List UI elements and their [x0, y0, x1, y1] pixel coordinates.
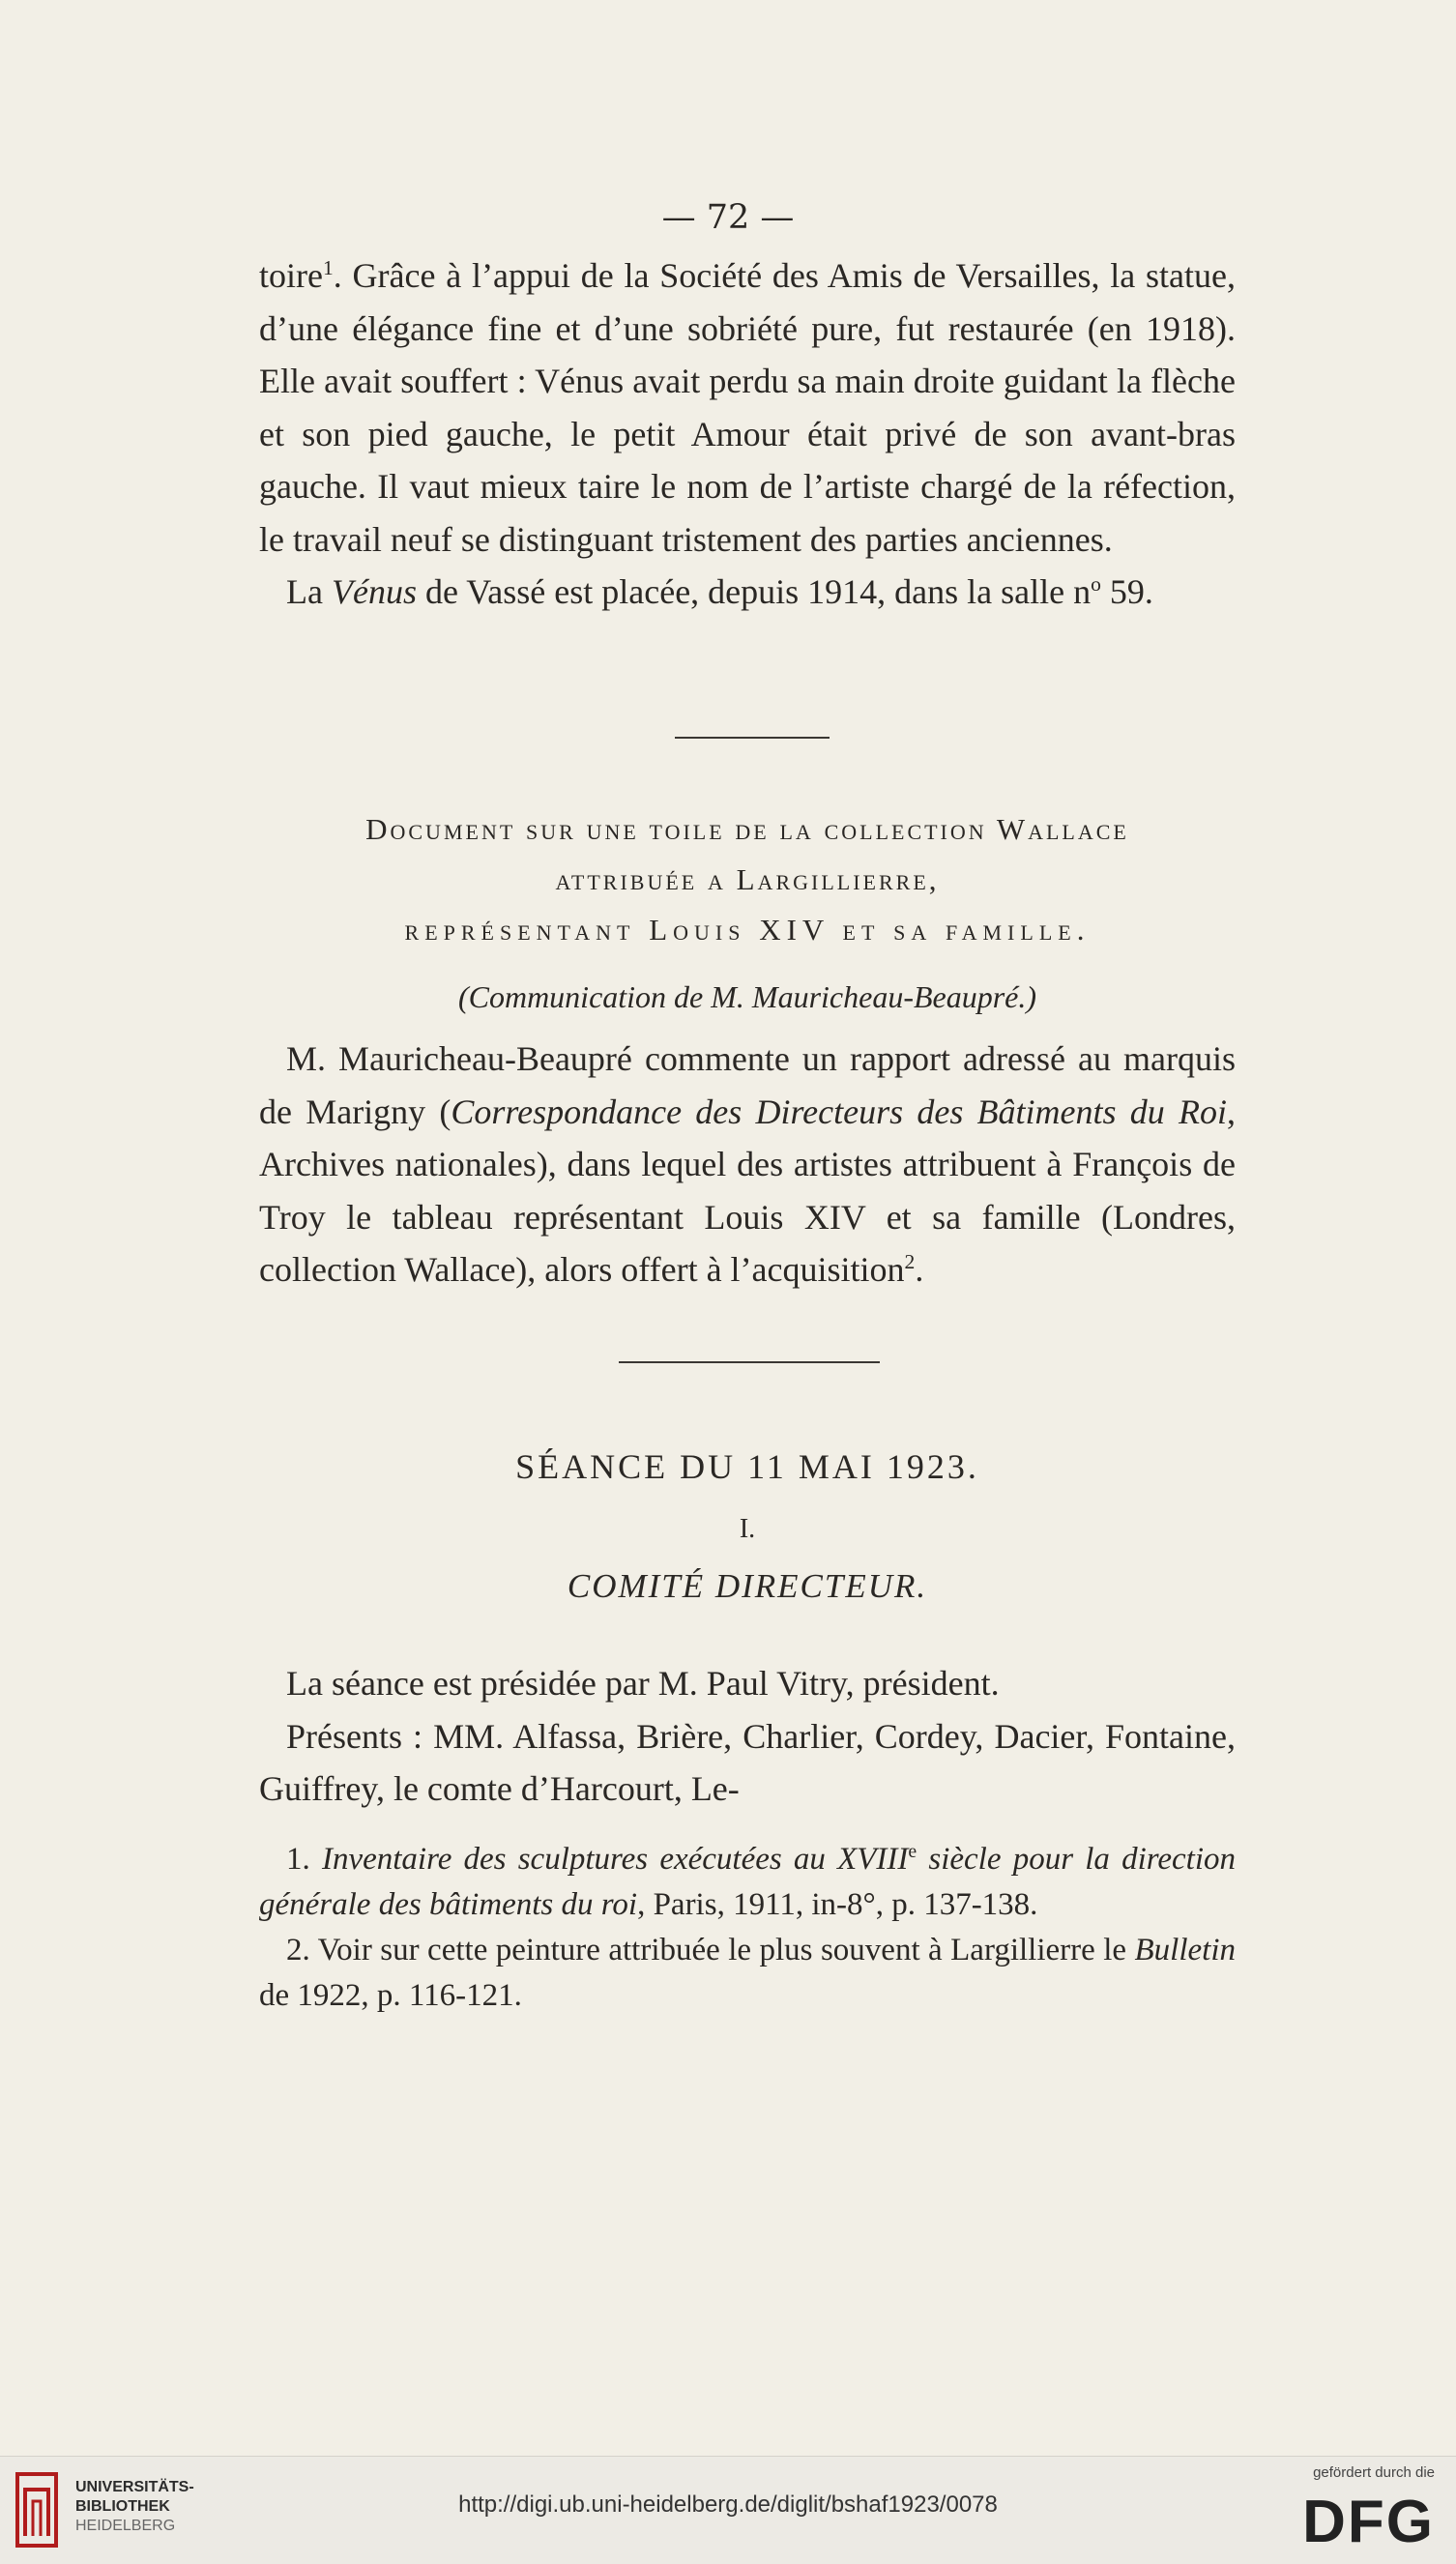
footnote-ref: 1 [322, 256, 334, 279]
footnotes [259, 1837, 1236, 2019]
footnote-ref: 2 [904, 1250, 916, 1273]
paragraph: toire$^1$. Grâce à l’appui de la Société des Amis de Versailles, la statue, d’une élégance fine et d’une sobriété pure, fut restaurée (en 1918). Elle avait souffert : Vénus avait perdu sa main droite guidant la flèche et son pied gauche, le petit Amour était privé de son avant-bras gauche. Il vaut mieux taire le nom de l’artiste chargé de la réfection, le travail neuf se distinguant tristement des parties anciennes. [259, 256, 1236, 559]
document-paragraph [259, 1033, 1236, 1297]
section-number: I. [739, 1514, 756, 1544]
paragraph: La séance est présidée par M. Paul Vitry, président. [286, 1664, 1000, 1703]
paragraph: Présents : MM. Alfassa, Brière, Charlier, Cordey, Dacier, Fontaine, Guiffrey, le comte d’Harcourt, Le- [259, 1716, 1236, 1808]
paragraph: M. Mauricheau-Beaupré commente un rapport adressé au marquis de Marigny (Correspondance des Directeurs des Bâtiments du Roi, Archives nationales), dans lequel des artistes attribuent à François de Troy le tableau représentant Louis XIV et sa famille (Londres, collection Wallace), alors offert à l’acquisition$^2$. [259, 1039, 1236, 1289]
section-divider [619, 1361, 880, 1363]
continuation-text [259, 249, 1236, 619]
page-number: — 72 — [661, 198, 795, 237]
section-title: COMITÉ DIRECTEUR. [567, 1567, 928, 1605]
heading-line: attribuée a Largillierre, [555, 862, 940, 896]
library-name: UNIVERSITÄTS- BIBLIOTHEK HEIDELBERG [75, 2479, 194, 2534]
viewer-footer [0, 2456, 1456, 2564]
footnote: 1. Inventaire des sculptures exécutées au XVIIIe siècle pour la direction générale des bâtiments du roi, Paris, 1911, in-8°, p. 137-138. [259, 1841, 1237, 1922]
dfg-logo: DFG [1302, 2489, 1435, 2555]
heading-line: représentant Louis XIV et sa famille. [404, 913, 1091, 947]
seance-heading [259, 1441, 1236, 1611]
funding-label: gefördert durch die [1313, 2464, 1435, 2481]
permalink[interactable]: http://digi.ub.uni-heidelberg.de/diglit/bshaf1923/0078 [458, 2491, 998, 2518]
heading-line: Document sur une toile de la collection Wallace [365, 812, 1129, 846]
communication-credit: (Communication de M. Mauricheau-Beaupré.) [457, 979, 1037, 1014]
seance-text [259, 1657, 1236, 1816]
section-divider [675, 737, 830, 739]
footnote: 2. Voir sur cette peinture attribuée le plus souvent à Largillierre le Bulletin de 1922, p. 116-121. [259, 1933, 1236, 2013]
document-heading [259, 804, 1236, 1021]
paragraph: La Vénus de Vassé est placée, depuis 1914, dans la salle $n^o$ 59. [286, 572, 1153, 611]
seance-title: SÉANCE DU 11 MAI 1923. [515, 1447, 979, 1486]
